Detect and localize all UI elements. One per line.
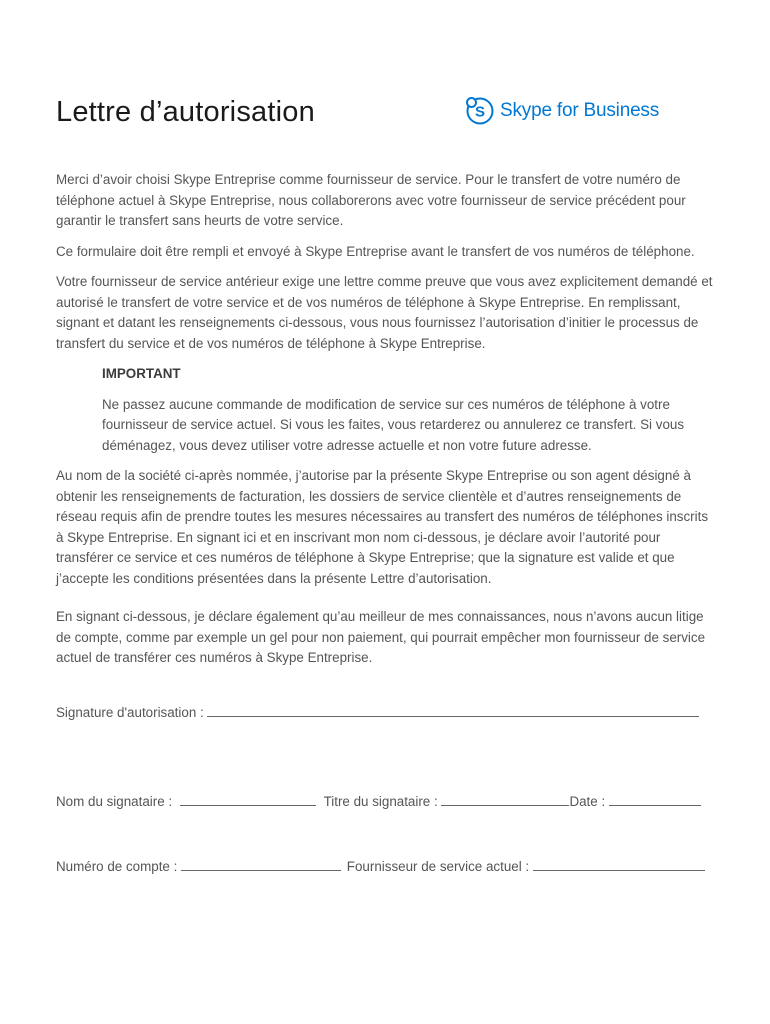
declaration-paragraph: En signant ci-dessous, je déclare également qu’au meilleur de mes connaissances, nous n’avons aucun litige de compte, comme par exemple un gel pour non paiement, qui pourrait empêcher mon fournisseur de service actuel de transférer ces numéros à Skype Entreprise. <box>56 609 706 665</box>
svg-text:S: S <box>474 103 486 121</box>
date-field[interactable] <box>609 791 701 806</box>
logo-text: Skype for Business <box>500 100 660 121</box>
skype-for-business-logo <box>466 97 659 125</box>
important-text: Ne passez aucune commande de modification de service sur ces numéros de téléphone à votre fournisseur de service actuel. Si vous les faites, vous retarderez ou annulerez ce transfert. Si vous déménagez, vous devez utiliser votre adresse actuelle et non votre future adresse. <box>102 396 685 453</box>
signature-row <box>56 702 699 720</box>
signatory-name-field[interactable] <box>180 791 316 806</box>
letter-body <box>56 170 716 679</box>
important-heading: IMPORTANT <box>102 366 181 381</box>
proof-paragraph: Votre fournisseur de service antérieur exige une lettre comme preuve que vous avez explicitement demandé et autorisé le transfert de votre service et de vos numéros de téléphone à Skype Entreprise. En remplissant, signant et datant les renseignements ci-dessous, vous nous fournissez l’autorisation d’initier le processus de transfert du service et de vos numéros de téléphone à Skype Entreprise. <box>56 274 713 351</box>
signature-field[interactable] <box>207 702 699 717</box>
authorization-paragraph: Au nom de la société ci-après nommée, j’autorise par la présente Skype Entreprise ou son agent désigné à obtenir les renseignements de facturation, les dossiers de service clientèle et d’autres renseignements de réseau requis afin de prendre toutes les mesures nécessaires au transfert des numéros de téléphones inscrits à Skype Entreprise. En signant ici et en inscrivant mon nom ci-dessous, je déclare avoir l’autorité pour transférer ce service et ces numéros de téléphone à Skype Entreprise; que la signature est valide et que j’accepte les conditions présentées dans la présente Lettre d’autorisation. <box>56 468 709 586</box>
important-notice <box>102 364 716 456</box>
signatory-title-field[interactable] <box>441 791 569 806</box>
signature-label: Signature d'autorisation : <box>56 705 204 720</box>
account-number-field[interactable] <box>181 856 341 871</box>
signatory-row <box>56 791 701 809</box>
signatory-title-label: Titre du signataire : <box>323 794 438 809</box>
skype-icon <box>466 97 494 125</box>
page-title: Lettre d’autorisation <box>56 96 315 128</box>
form-instruction-paragraph: Ce formulaire doit être rempli et envoyé à Skype Entreprise avant le transfert de vos numéros de téléphone. <box>56 243 695 259</box>
signatory-name-label: Nom du signataire : <box>56 794 173 809</box>
account-number-label: Numéro de compte : <box>56 859 178 874</box>
intro-paragraph: Merci d’avoir choisi Skype Entreprise comme fournisseur de service. Pour le transfert de votre numéro de téléphone actuel à Skype Entreprise, nous collaborerons avec votre fournisseur de service précédent pour garantir le transfert sans heurts de votre service. <box>56 172 686 228</box>
account-row <box>56 856 705 874</box>
current-provider-field[interactable] <box>533 856 705 871</box>
current-provider-label: Fournisseur de service actuel : <box>346 859 530 874</box>
date-label: Date : <box>569 794 606 809</box>
